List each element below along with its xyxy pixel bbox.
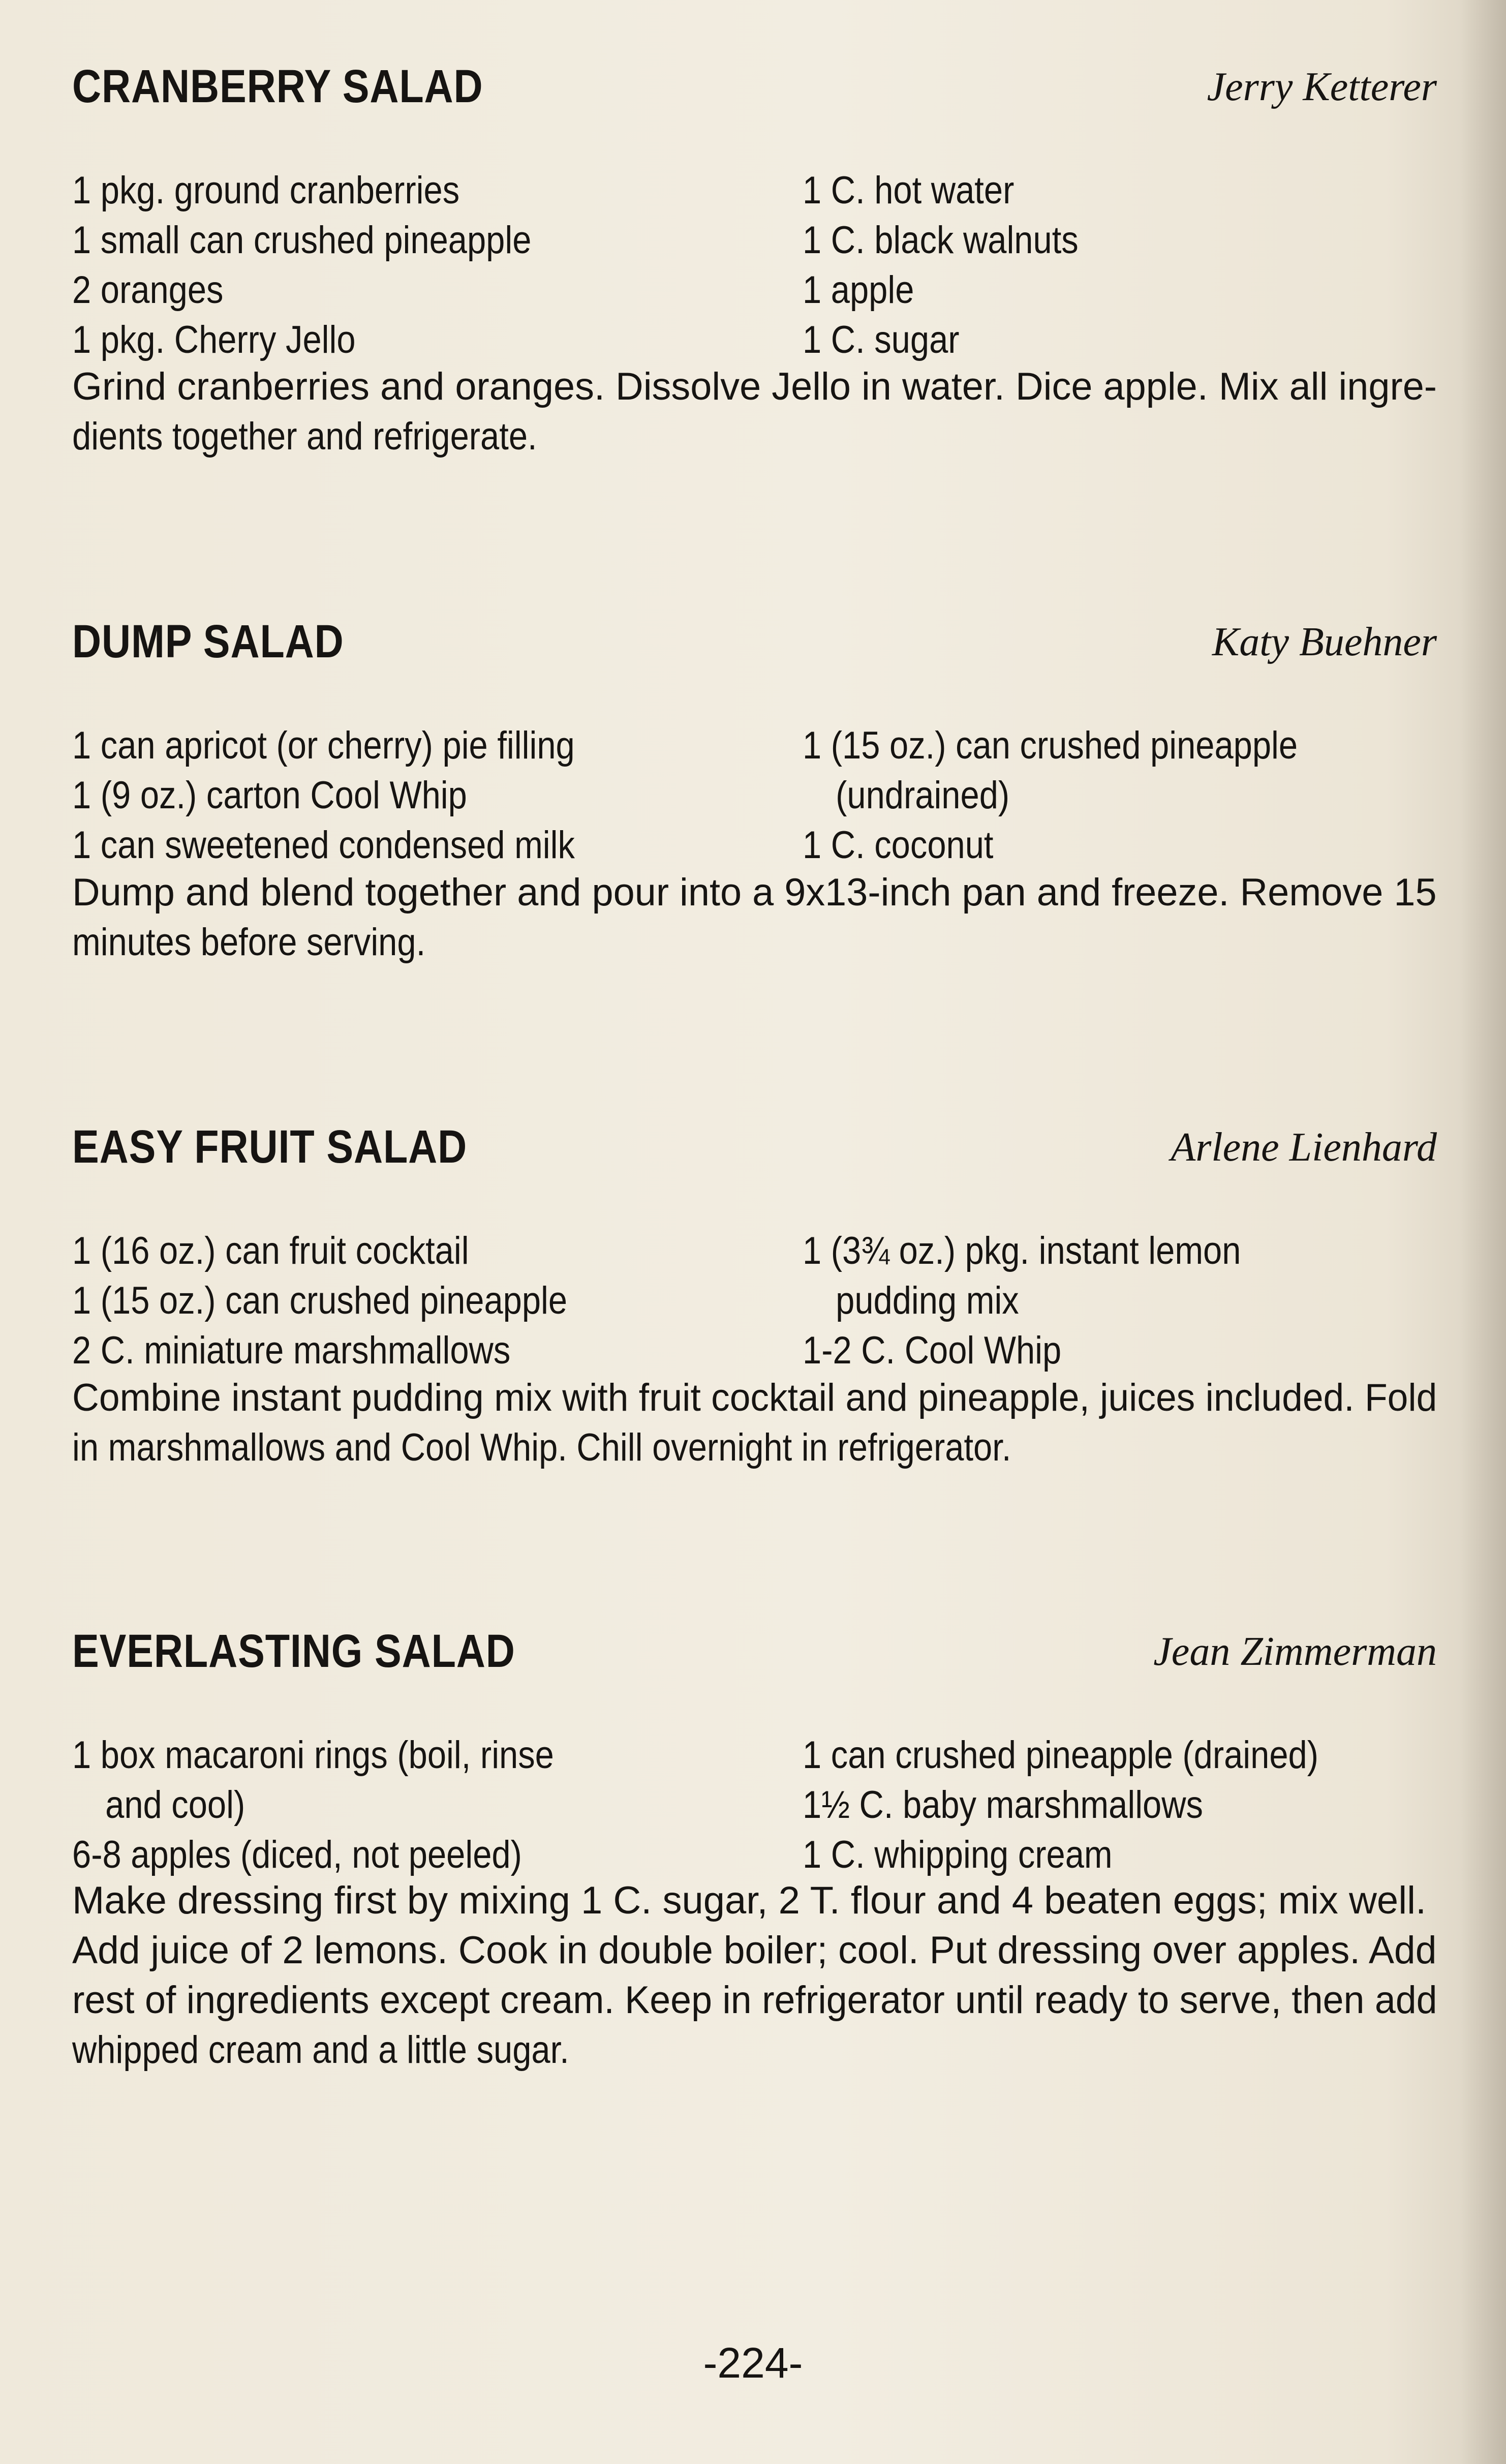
recipe-easy-fruit-salad — [72, 1120, 1437, 1469]
directions-line: whipped cream and a little sugar. — [72, 2028, 569, 2072]
page-edge-shadow — [1460, 0, 1506, 2464]
recipe-title: EVERLASTING SALAD — [72, 1625, 515, 1677]
directions-line: Grind cranberries and oranges. Dissolve Jello in water. Dice apple. Mix all ingre- — [72, 365, 1437, 408]
directions-line: dients together and refrigerate. — [72, 415, 537, 458]
recipe-directions — [72, 1876, 1437, 2075]
recipe-header — [72, 60, 1437, 131]
ingredient-line: 1 pkg. Cherry Jello — [72, 318, 356, 361]
directions-line: Dump and blend together and pour into a 9x13-inch pan and freeze. Remove 15 — [72, 871, 1437, 914]
ingredient-column-left — [72, 1730, 784, 1880]
directions-line: rest of ingredients except cream. Keep in refrigerator until ready to serve, then add — [72, 1979, 1437, 2022]
recipe-author: Katy Buehner — [1212, 620, 1437, 664]
directions-line: minutes before serving. — [72, 921, 426, 964]
ingredient-line: 1 can sweetened condensed milk — [72, 824, 575, 867]
recipe-header — [72, 1625, 1437, 1696]
ingredient-line: 1 C. sugar — [803, 318, 960, 361]
ingredient-column-left — [72, 1226, 784, 1376]
ingredient-line: 1 box macaroni rings (boil, rinse — [72, 1733, 554, 1777]
ingredient-line: 2 oranges — [72, 268, 224, 312]
recipe-directions — [72, 362, 1437, 462]
ingredient-line: 1 (16 oz.) can fruit cocktail — [72, 1229, 469, 1272]
ingredient-line: 1 C. coconut — [803, 824, 994, 867]
recipe-everlasting-salad — [72, 1625, 1437, 2072]
recipe-header — [72, 615, 1437, 686]
ingredient-line: (undrained) — [836, 774, 1010, 817]
directions-line: Make dressing first by mixing 1 C. sugar, 2 T. flour and 4 beaten eggs; mix well. — [72, 1879, 1427, 1922]
ingredient-column-right — [803, 166, 1438, 365]
directions-line: Combine instant pudding mix with fruit cocktail and pineapple, juices included. Fold — [72, 1376, 1437, 1419]
ingredient-line: 1 (15 oz.) can crushed pineapple — [803, 724, 1298, 767]
ingredient-line: 1 can apricot (or cherry) pie filling — [72, 724, 575, 767]
ingredient-line: 1 apple — [803, 268, 914, 312]
directions-line: in marshmallows and Cool Whip. Chill overnight in refrigerator. — [72, 1426, 1011, 1469]
ingredient-line: 2 C. miniature marshmallows — [72, 1329, 511, 1372]
recipe-dump-salad — [72, 615, 1437, 964]
ingredient-line: 1 C. black walnuts — [803, 219, 1079, 262]
ingredient-column-left — [72, 721, 784, 870]
ingredient-line: 1 C. whipping cream — [803, 1833, 1113, 1876]
ingredient-line: 1 (3¾ oz.) pkg. instant lemon — [803, 1229, 1241, 1272]
ingredient-line: 1 small can crushed pineapple — [72, 219, 532, 262]
recipe-author: Arlene Lienhard — [1171, 1125, 1437, 1170]
ingredient-line: 1 (9 oz.) carton Cool Whip — [72, 774, 467, 817]
ingredient-line: 1 (15 oz.) can crushed pineapple — [72, 1279, 568, 1322]
recipe-title: EASY FRUIT SALAD — [72, 1121, 468, 1173]
recipe-title: DUMP SALAD — [72, 616, 344, 667]
recipe-directions — [72, 868, 1437, 967]
ingredient-line: 1½ C. baby marshmallows — [803, 1783, 1203, 1827]
ingredient-line: and cool) — [105, 1783, 245, 1827]
ingredient-line: 1 pkg. ground cranberries — [72, 169, 460, 212]
ingredient-line: 1 can crushed pineapple (drained) — [803, 1733, 1319, 1777]
directions-line: Add juice of 2 lemons. Cook in double boiler; cool. Put dressing over apples. Add — [72, 1929, 1437, 1972]
ingredient-column-right — [803, 721, 1438, 870]
ingredient-column-left — [72, 166, 784, 365]
ingredient-line: 1-2 C. Cool Whip — [803, 1329, 1062, 1372]
recipe-author: Jerry Ketterer — [1207, 65, 1437, 109]
ingredient-column-right — [803, 1730, 1438, 1880]
recipe-directions — [72, 1373, 1437, 1473]
ingredient-line: pudding mix — [836, 1279, 1019, 1322]
page-number: -224- — [703, 2339, 803, 2387]
recipe-cranberry-salad — [72, 60, 1437, 458]
ingredient-line: 1 C. hot water — [803, 169, 1015, 212]
recipe-header — [72, 1120, 1437, 1192]
recipe-author: Jean Zimmerman — [1153, 1629, 1437, 1674]
ingredient-column-right — [803, 1226, 1438, 1376]
recipe-title: CRANBERRY SALAD — [72, 60, 483, 112]
ingredient-line: 6-8 apples (diced, not peeled) — [72, 1833, 522, 1876]
